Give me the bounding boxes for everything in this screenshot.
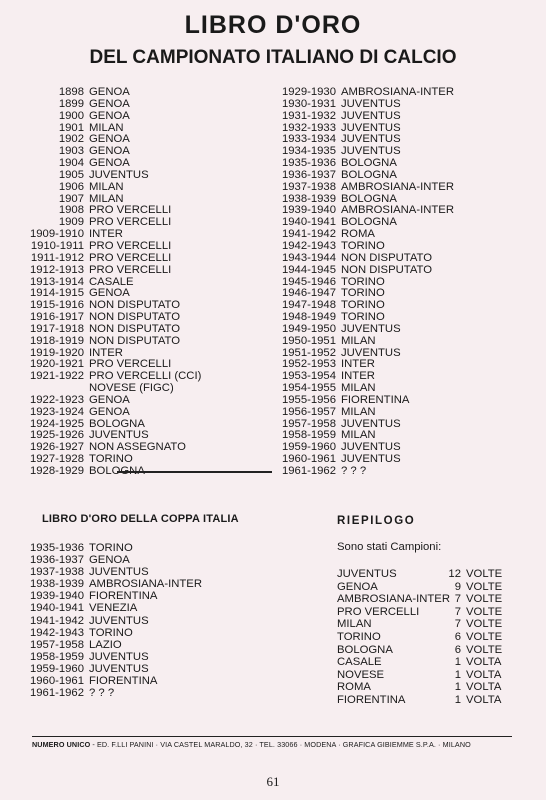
champion-team: FIORENTINA — [341, 393, 410, 406]
season-year: 1929-1930 — [281, 86, 336, 98]
season-year: 1943-1944 — [281, 251, 336, 264]
season-year: 1908 — [58, 204, 84, 217]
table-row — [0, 628, 270, 640]
champion-team: JUVENTUS — [89, 650, 149, 663]
summary-count: 6 — [454, 643, 461, 656]
season-year: 1941-1942 — [29, 614, 84, 627]
summary-count: 7 — [454, 618, 461, 631]
table-row — [0, 170, 270, 182]
champion-team: BOLOGNA — [89, 465, 145, 477]
season-year: 1942-1943 — [281, 239, 336, 252]
champion-team: TORINO — [341, 275, 385, 288]
summary-unit: VOLTE — [466, 568, 503, 580]
riepilogo-list — [337, 568, 517, 707]
summary-team: ROMA — [337, 681, 371, 694]
champion-team: GENOA — [89, 145, 130, 158]
table-row — [0, 87, 270, 99]
summary-team: NOVESE — [337, 668, 385, 681]
table-row — [0, 99, 270, 111]
season-year: 1934-1935 — [281, 145, 336, 158]
table-row — [0, 134, 270, 146]
season-year: 1936-1937 — [29, 554, 84, 567]
summary-unit: VOLTE — [466, 580, 503, 593]
champion-team: ? ? ? — [341, 465, 367, 477]
table-row — [0, 324, 270, 336]
season-year: 1956-1957 — [281, 405, 336, 418]
season-year: 1909-1910 — [29, 228, 84, 241]
champion-team: GENOA — [89, 97, 130, 110]
champion-team: INTER — [89, 228, 123, 241]
riepilogo-title: RIEPILOGO — [337, 515, 416, 527]
season-year: 1952-1953 — [281, 358, 336, 371]
table-row — [252, 466, 532, 478]
season-year: 1957-1958 — [29, 638, 84, 651]
champion-team: VENEZIA — [89, 602, 138, 615]
champion-team: MILAN — [89, 180, 124, 193]
summary-count: 9 — [454, 580, 461, 593]
summary-count: 1 — [454, 656, 461, 669]
summary-unit: VOLTA — [466, 693, 502, 706]
season-year: 1919-1920 — [29, 346, 84, 359]
season-year: 1898 — [58, 86, 84, 98]
champion-team: MILAN — [341, 334, 376, 347]
table-row — [0, 336, 270, 348]
footer — [32, 740, 512, 749]
champion-team: JUVENTUS — [89, 614, 149, 627]
champion-team: JUVENTUS — [89, 168, 149, 181]
table-row — [337, 606, 517, 619]
season-year: 1947-1948 — [281, 299, 336, 312]
champion-team: JUVENTUS — [89, 566, 149, 579]
table-row — [252, 407, 532, 419]
summary-count: 12 — [448, 568, 461, 580]
season-year: 1927-1928 — [29, 453, 84, 466]
champion-team: JUVENTUS — [341, 322, 401, 335]
champion-team: TORINO — [341, 311, 385, 324]
season-year: 1902 — [58, 133, 84, 146]
champion-team: GENOA — [89, 133, 130, 146]
champion-team: INTER — [341, 358, 375, 371]
season-year: 1961-1962 — [281, 465, 336, 477]
table-row — [337, 644, 517, 657]
champion-team: MILAN — [89, 192, 124, 205]
season-year: 1955-1956 — [281, 393, 336, 406]
season-year: 1939-1940 — [281, 204, 336, 217]
summary-count: 6 — [454, 630, 461, 643]
summary-team: CASALE — [337, 656, 382, 669]
summary-unit: VOLTA — [466, 656, 502, 669]
season-year: 1939-1940 — [29, 590, 84, 603]
champion-team: PRO VERCELLI — [89, 263, 172, 276]
season-year: 1938-1939 — [281, 192, 336, 205]
season-year: 1914-1915 — [29, 287, 84, 300]
season-year: 1903 — [58, 145, 84, 158]
summary-team: TORINO — [337, 630, 381, 643]
summary-team: PRO VERCELLI — [337, 605, 420, 618]
season-year: 1958-1959 — [29, 650, 84, 663]
champion-team: JUVENTUS — [341, 145, 401, 158]
table-row — [0, 265, 270, 277]
campionato-list-right — [252, 87, 532, 478]
page-title: LIBRO D'ORO — [184, 11, 362, 39]
champion-team: NON DISPUTATO — [89, 299, 181, 312]
season-year: 1935-1936 — [281, 157, 336, 170]
summary-team: FIORENTINA — [337, 693, 406, 706]
champion-team: JUVENTUS — [341, 417, 401, 430]
champion-team: JUVENTUS — [341, 346, 401, 359]
summary-team: AMBROSIANA-INTER — [337, 593, 450, 606]
season-year: 1923-1924 — [29, 405, 84, 418]
table-row — [252, 265, 532, 277]
table-row — [0, 111, 270, 123]
champion-team: NON DISPUTATO — [89, 334, 181, 347]
season-year: 1950-1951 — [281, 334, 336, 347]
champion-team: MILAN — [341, 429, 376, 442]
table-row — [252, 99, 532, 111]
season-year: 1928-1929 — [29, 465, 84, 477]
season-year: 1954-1955 — [281, 382, 336, 395]
table-row — [337, 694, 517, 707]
champion-team: JUVENTUS — [341, 121, 401, 134]
season-year: 1940-1941 — [29, 602, 84, 615]
champion-team: AMBROSIANA-INTER — [89, 578, 202, 591]
season-year: 1921-1922 — [29, 370, 84, 383]
summary-unit: VOLTE — [466, 643, 503, 656]
table-row — [337, 618, 517, 631]
summary-team: MILAN — [337, 618, 372, 631]
champion-team: GENOA — [89, 287, 130, 300]
summary-unit: VOLTA — [466, 681, 502, 694]
season-year: 1936-1937 — [281, 168, 336, 181]
summary-team: BOLOGNA — [337, 643, 393, 656]
season-year: 1917-1918 — [29, 322, 84, 335]
page-number: 61 — [266, 774, 280, 789]
table-row — [0, 253, 270, 265]
champion-team: FIORENTINA — [89, 590, 158, 603]
summary-count: 1 — [454, 693, 461, 706]
table-row — [337, 568, 517, 581]
season-year: 1951-1952 — [281, 346, 336, 359]
champion-team: ROMA — [341, 228, 375, 241]
champion-team: PRO VERCELLI — [89, 216, 172, 229]
season-year: 1925-1926 — [29, 429, 84, 442]
champion-team: MILAN — [341, 382, 376, 395]
champion-team: GENOA — [89, 554, 130, 567]
season-year: 1922-1923 — [29, 393, 84, 406]
season-year: 1941-1942 — [281, 228, 336, 241]
champion-team: GENOA — [89, 109, 130, 122]
season-year: 1959-1960 — [281, 441, 336, 454]
season-year: 1940-1941 — [281, 216, 336, 229]
season-year: 1932-1933 — [281, 121, 336, 134]
season-year: 1907 — [58, 192, 84, 205]
season-year: 1957-1958 — [281, 417, 336, 430]
champion-team: ? ? ? — [89, 687, 115, 700]
champion-team: AMBROSIANA-INTER — [341, 180, 454, 193]
season-year: 1958-1959 — [281, 429, 336, 442]
season-year: 1931-1932 — [281, 109, 336, 122]
champion-team: MILAN — [341, 405, 376, 418]
table-row — [252, 182, 532, 194]
champion-team: CASALE — [89, 275, 134, 288]
summary-unit: VOLTE — [466, 630, 503, 643]
season-year: 1904 — [58, 157, 84, 170]
summary-unit: VOLTE — [466, 593, 503, 606]
season-year: 1960-1961 — [29, 675, 84, 688]
table-row — [252, 253, 532, 265]
season-year: 1945-1946 — [281, 275, 336, 288]
season-year: 1961-1962 — [29, 687, 84, 700]
summary-unit: VOLTE — [466, 618, 503, 631]
champion-team: JUVENTUS — [89, 662, 149, 675]
season-year: 1913-1914 — [29, 275, 84, 288]
coppa-title: LIBRO D'ORO DELLA COPPA ITALIA — [42, 513, 239, 525]
champion-team: MILAN — [89, 121, 124, 134]
footer-divider — [32, 736, 512, 737]
season-year: 1920-1921 — [29, 358, 84, 371]
champion-team: TORINO — [341, 299, 385, 312]
season-year: 1930-1931 — [281, 97, 336, 110]
season-year: 1906 — [58, 180, 84, 193]
season-year: 1933-1934 — [281, 133, 336, 146]
season-year: 1918-1919 — [29, 334, 84, 347]
champion-team: JUVENTUS — [341, 453, 401, 466]
champion-team: FIORENTINA — [89, 675, 158, 688]
season-year: 1959-1960 — [29, 662, 84, 675]
champion-team: JUVENTUS — [341, 441, 401, 454]
champion-team: TORINO — [89, 453, 133, 466]
champion-team: NOVESE (FIGC) — [89, 382, 174, 395]
champion-team: AMBROSIANA-INTER — [341, 204, 454, 217]
season-year: 1960-1961 — [281, 453, 336, 466]
summary-count: 7 — [454, 605, 461, 618]
table-row — [252, 324, 532, 336]
champion-team: INTER — [341, 370, 375, 383]
champion-team: JUVENTUS — [89, 429, 149, 442]
season-year: 1953-1954 — [281, 370, 336, 383]
season-year: 1899 — [58, 97, 84, 110]
table-row — [337, 631, 517, 644]
season-year: 1900 — [58, 109, 84, 122]
season-year: 1915-1916 — [29, 299, 84, 312]
champion-team: NON ASSEGNATO — [89, 441, 186, 454]
table-row — [252, 111, 532, 123]
table-row — [252, 395, 532, 407]
riepilogo-subtitle: Sono stati Campioni: — [337, 541, 442, 553]
summary-team: GENOA — [337, 580, 378, 593]
table-row — [252, 336, 532, 348]
coppa-list — [0, 543, 270, 700]
table-row — [0, 395, 270, 407]
season-year: 1948-1949 — [281, 311, 336, 324]
season-year: 1924-1925 — [29, 417, 84, 430]
champion-team: GENOA — [89, 405, 130, 418]
champion-team: JUVENTUS — [341, 133, 401, 146]
table-row — [0, 182, 270, 194]
page-subtitle: DEL CAMPIONATO ITALIANO DI CALCIO — [89, 47, 457, 68]
champion-team: GENOA — [89, 157, 130, 170]
champion-team: BOLOGNA — [341, 157, 397, 170]
season-year: 1946-1947 — [281, 287, 336, 300]
champion-team: BOLOGNA — [341, 168, 397, 181]
section-divider — [117, 471, 272, 473]
table-row — [0, 688, 270, 700]
season-year: 1942-1943 — [29, 626, 84, 639]
champion-team: BOLOGNA — [89, 417, 145, 430]
champion-team: TORINO — [89, 542, 133, 554]
champion-team: INTER — [89, 346, 123, 359]
summary-unit: VOLTE — [466, 605, 503, 618]
campionato-list-left — [0, 87, 270, 478]
champion-team: NON DISPUTATO — [341, 251, 433, 264]
champion-team: JUVENTUS — [341, 97, 401, 110]
season-year: 1938-1939 — [29, 578, 84, 591]
champion-team: TORINO — [341, 287, 385, 300]
summary-count: 7 — [454, 593, 461, 606]
season-year: 1909 — [58, 216, 84, 229]
table-row — [0, 123, 270, 135]
champion-team: TORINO — [341, 239, 385, 252]
champion-team: NON DISPUTATO — [89, 322, 181, 335]
footer-bold: NUMERO UNICO — [32, 740, 91, 749]
season-year: 1937-1938 — [29, 566, 84, 579]
table-row — [337, 581, 517, 594]
season-year: 1944-1945 — [281, 263, 336, 276]
table-row — [0, 146, 270, 158]
summary-unit: VOLTA — [466, 668, 502, 681]
season-year: 1901 — [58, 121, 84, 134]
season-year: 1926-1927 — [29, 441, 84, 454]
season-year: 1916-1917 — [29, 311, 84, 324]
champion-team: PRO VERCELLI — [89, 358, 172, 371]
table-row — [337, 593, 517, 606]
summary-team: JUVENTUS — [337, 568, 397, 580]
champion-team: JUVENTUS — [341, 109, 401, 122]
table-row — [337, 681, 517, 694]
table-row — [0, 407, 270, 419]
champion-team: AMBROSIANA-INTER — [341, 86, 454, 98]
champion-team: PRO VERCELLI (CCI) — [89, 370, 202, 383]
table-row — [0, 616, 270, 628]
summary-count: 1 — [454, 681, 461, 694]
champion-team: TORINO — [89, 626, 133, 639]
champion-team: PRO VERCELLI — [89, 251, 172, 264]
season-year: 1949-1950 — [281, 322, 336, 335]
champion-team: LAZIO — [89, 638, 122, 651]
champion-team: BOLOGNA — [341, 216, 397, 229]
summary-count: 1 — [454, 668, 461, 681]
champion-team: PRO VERCELLI — [89, 239, 172, 252]
season-year: 1912-1913 — [29, 263, 84, 276]
table-row — [337, 669, 517, 682]
season-year: 1910-1911 — [30, 239, 84, 252]
season-year: 1937-1938 — [281, 180, 336, 193]
champion-team: PRO VERCELLI — [89, 204, 172, 217]
season-year: 1935-1936 — [29, 542, 84, 554]
champion-team: GENOA — [89, 86, 130, 98]
season-year: 1911-1912 — [30, 251, 84, 264]
footer-text: - ED. F.LLI PANINI · VIA CASTEL MARALDO, 32 · TEL. 33066 · MODENA · GRAFICA GIBIEMME S.P.A. · MILANO — [90, 740, 471, 749]
champion-team: NON DISPUTATO — [341, 263, 433, 276]
table-row — [0, 603, 270, 615]
season-year: 1905 — [58, 168, 84, 181]
table-row — [252, 170, 532, 182]
champion-team: BOLOGNA — [341, 192, 397, 205]
champion-team: GENOA — [89, 393, 130, 406]
champion-team: NON DISPUTATO — [89, 311, 181, 324]
table-row — [337, 656, 517, 669]
